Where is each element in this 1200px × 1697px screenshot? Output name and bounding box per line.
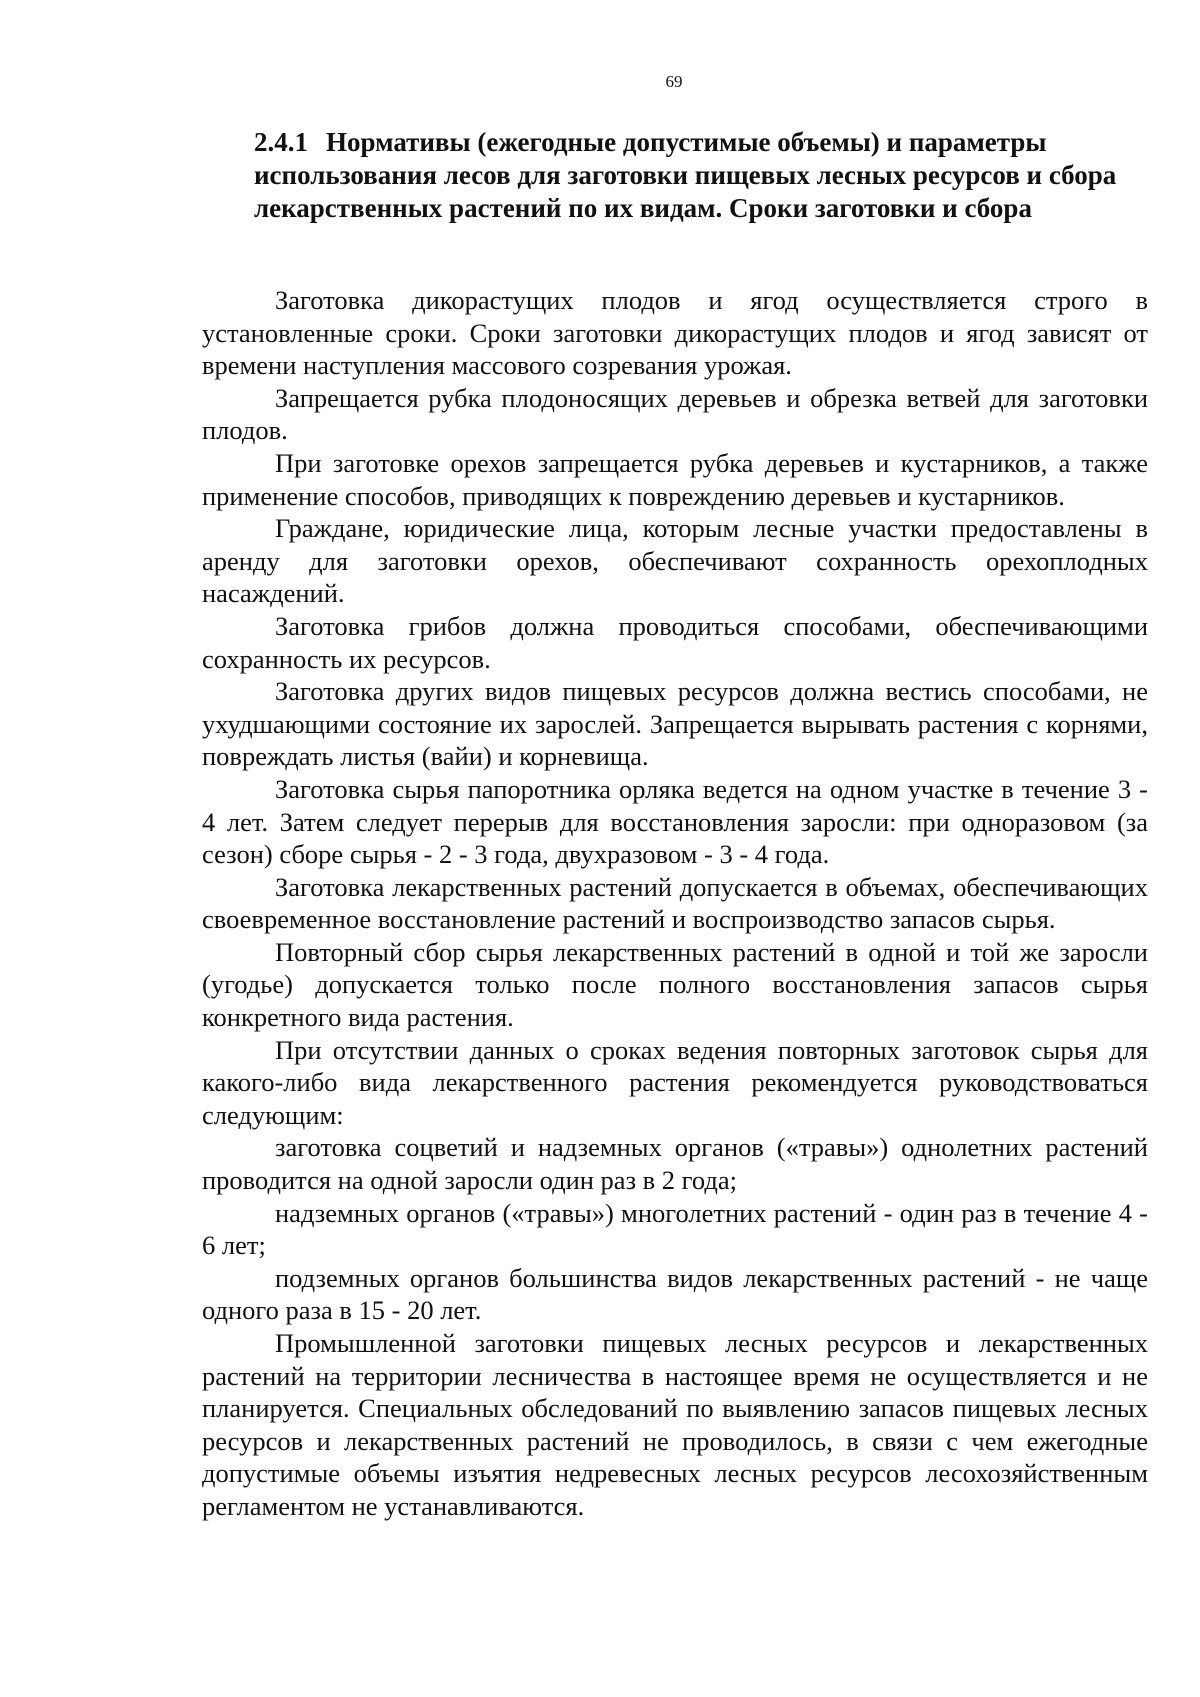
paragraph: Заготовка дикорастущих плодов и ягод осуществляется строго в установленные сроки. Сроки заготовки дикорастущих плодов и ягод зависят от времени наступления массового созревания урожая.: [202, 285, 1148, 381]
paragraph: При отсутствии данных о сроках ведения повторных заготовок сырья для какого-либо вида лекарственного растения рекомендуется руководствоваться следующим:: [202, 1034, 1148, 1130]
list-item: подземных органов большинства видов лекарственных растений - не чаще одного раза в 15 - 20 лет.: [202, 1262, 1148, 1326]
paragraph: Запрещается рубка плодоносящих деревьев и обрезка ветвей для заготовки плодов.: [202, 382, 1148, 446]
paragraph: Промышленной заготовки пищевых лесных ресурсов и лекарственных растений на территории лесничества в настоящее время не осуществляется и не планируется. Специальных обследований по выявлению запасов пищевых лесных ресурсов и лекарственных растений не проводилось, в связи с чем ежегодные допустимые объемы изъятия недревесных лесных ресурсов лесохозяйственным регламентом не устанавливаются.: [202, 1328, 1148, 1521]
paragraph: Заготовка лекарственных растений допускается в объемах, обеспечивающих своевременное восстановление растений и воспроизводство запасов сырья.: [202, 871, 1148, 935]
list-item: надземных органов («травы») многолетних растений - один раз в течение 4 - 6 лет;: [202, 1197, 1148, 1261]
section-number: 2.4.1: [254, 127, 308, 157]
paragraph: Заготовка других видов пищевых ресурсов должна вестись способами, не ухудшающими состояние их зарослей. Запрещается вырывать растения с корнями, повреждать листья (вайи) и корневища.: [202, 676, 1148, 772]
section-title: Нормативы (ежегодные допустимые объемы) и параметры использования лесов для заготовки пищевых лесных ресурсов и сбора лекарственных растений по их видам. Сроки заготовки и сбора: [254, 127, 1117, 223]
paragraph: При заготовке орехов запрещается рубка деревьев и кустарников, а также применение способов, приводящих к повреждению деревьев и кустарников.: [202, 447, 1148, 511]
body-text: [202, 284, 1148, 1523]
page-number: 69: [665, 72, 683, 91]
paragraph: Заготовка грибов должна проводиться способами, обеспечивающими сохранность их ресурсов.: [202, 610, 1148, 674]
section-heading: [254, 126, 1142, 225]
paragraph: Заготовка сырья папоротника орляка ведется на одном участке в течение 3 - 4 лет. Затем следует перерыв для восстановления заросли: при одноразовом (за сезон) сборе сырья - 2 - 3 года, двухразовом - 3 - 4 года.: [202, 773, 1148, 870]
list-item: заготовка соцветий и надземных органов («травы») однолетних растений проводится на одной заросли один раз в 2 года;: [202, 1132, 1148, 1196]
paragraph: Граждане, юридические лица, которым лесные участки предоставлены в аренду для заготовки орехов, обеспечивают сохранность орехоплодных насаждений.: [202, 513, 1148, 609]
paragraph: Повторный сбор сырья лекарственных растений в одной и той же заросли (угодье) допускается только после полного восстановления запасов сырья конкретного вида растения.: [202, 936, 1148, 1033]
